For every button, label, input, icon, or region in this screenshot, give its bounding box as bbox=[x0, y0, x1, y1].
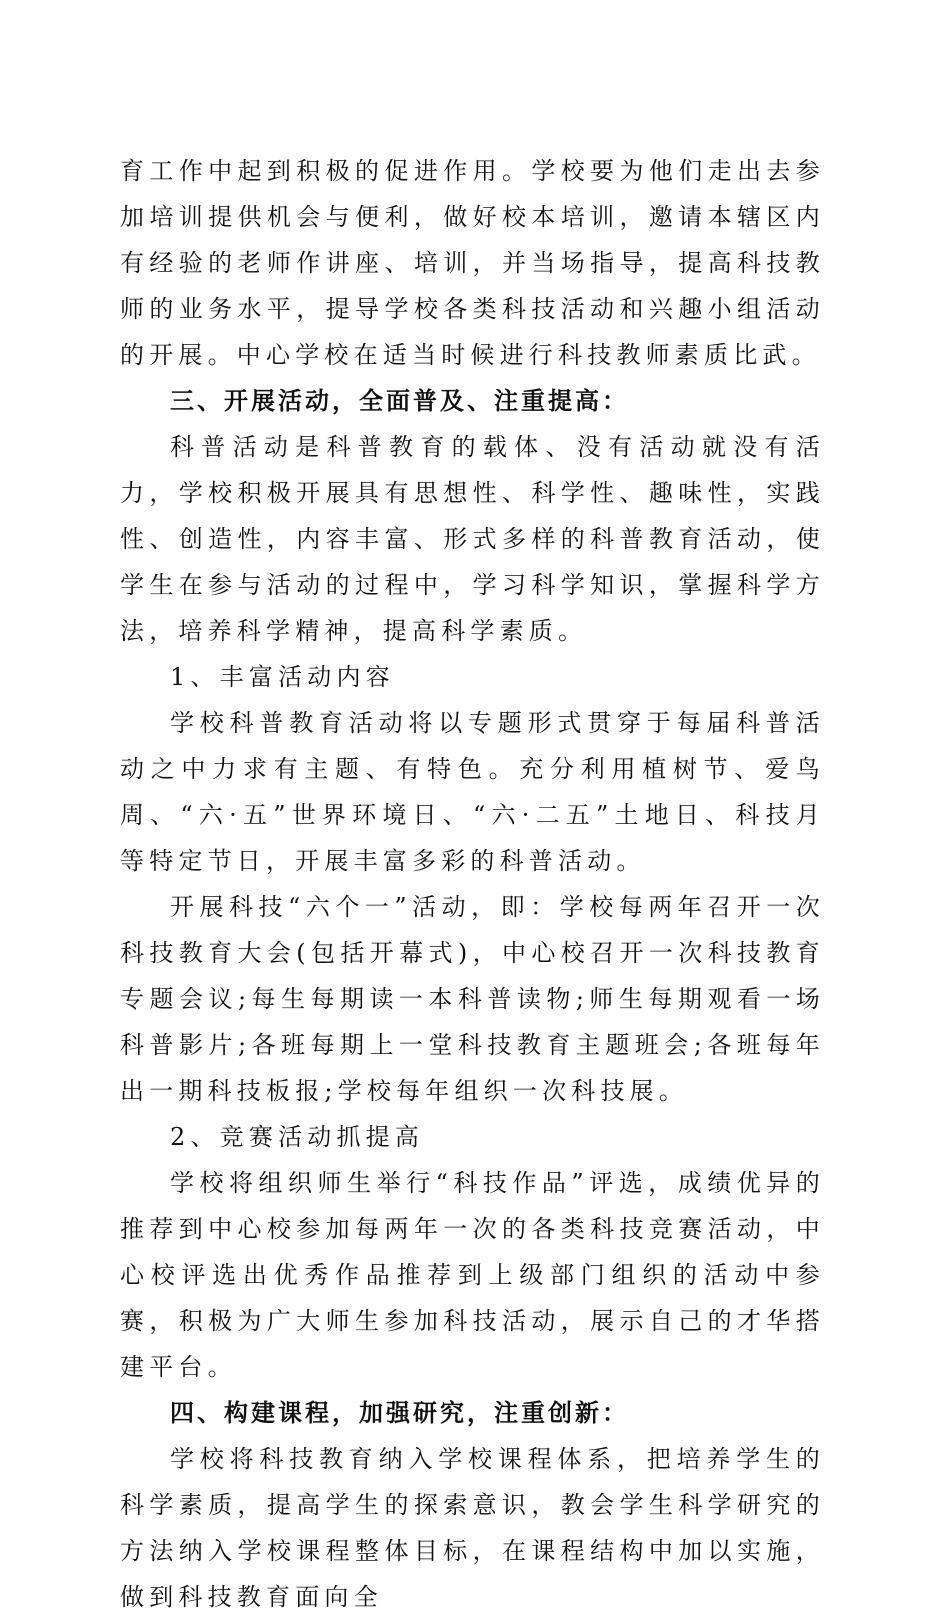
paragraph-curriculum: 学校将科技教育纳入学校课程体系，把培养学生的科学素质，提高学生的探索意识，教会学生科学研究的方法纳入学校课程整体目标，在课程结构中加以实施，做到科技教育面向全 bbox=[120, 1445, 825, 1611]
subheading-1: 1、丰富活动内容 bbox=[170, 663, 395, 691]
subheading-2: 2、竞赛活动抓提高 bbox=[170, 1123, 425, 1151]
paragraph-activity-content: 学校科普教育活动将以专题形式贯穿于每届科普活动之中力求有主题、有特色。充分利用植树节、爱鸟周、“六·五”世界环境日、“六·二五”土地日、科技月等特定节日，开展丰富多彩的科普活动。 bbox=[120, 709, 825, 875]
section-heading-3: 三、开展活动，全面普及、注重提高： bbox=[170, 387, 629, 415]
paragraph-science-activities: 科普活动是科普教育的载体、没有活动就没有活力，学校积极开展具有思想性、科学性、趣味性，实践性、创造性，内容丰富、形式多样的科普教育活动，使学生在参与活动的过程中，学习科学知识，掌握科学方法，培养科学精神，提高科学素质。 bbox=[120, 433, 825, 645]
paragraph-competition: 学校将组织师生举行“科技作品”评选，成绩优异的推荐到中心校参加每两年一次的各类科技竞赛活动，中心校评选出优秀作品推荐到上级部门组织的活动中参赛，积极为广大师生参加科技活动，展示自己的才华搭建平台。 bbox=[120, 1169, 825, 1381]
paragraph-six-ones: 开展科技“六个一”活动，即：学校每两年召开一次科技教育大会(包括开幕式)，中心校召开一次科技教育专题会议;每生每期读一本科普读物;师生每期观看一场科普影片;各班每期上一堂科技教育主题班会;各班每年出一期科技板报;学校每年组织一次科技展。 bbox=[120, 893, 825, 1105]
paragraph-continuation: 育工作中起到积极的促进作用。学校要为他们走出去参加培训提供机会与便利，做好校本培训，邀请本辖区内有经验的老师作讲座、培训，并当场指导，提高科技教师的业务水平，提导学校各类科技活动和兴趣小组活动的开展。中心学校在适当时候进行科技教师素质比武。 bbox=[120, 157, 825, 369]
section-heading-4: 四、构建课程，加强研究，注重创新： bbox=[170, 1399, 629, 1427]
document-page bbox=[120, 148, 825, 1620]
